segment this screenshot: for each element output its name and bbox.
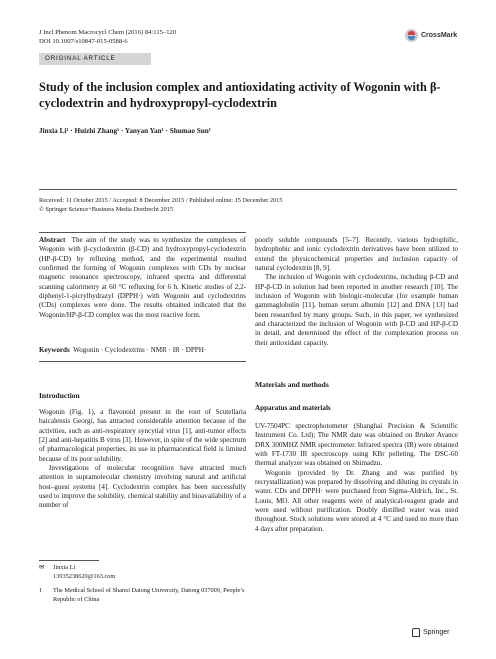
abstract-top-rule [39, 232, 246, 233]
dates-line: Received: 11 October 2015 / Accepted: 8 December 2015 / Published online: 15 December 2015 [39, 197, 283, 204]
methods-paragraph-1: UV-7504PC spectrophotometer (Shanghai Precision & Scientific Instrument Co. Ltd); The NMR date was obtained on Bruker Avance DRX 300MHZ NMR spectrometer. Infrared spectra (IR) were obtained with FT-1730 IR spectroscopy using KBr pelleting. The DSC-60 thermal analyzer was obtained on Shimadzu. [255, 422, 458, 468]
publisher-name: Springer [423, 629, 450, 636]
intro-paragraph-1: Wogonin (Fig. 1), a flavonoid present in the root of Scutellaria baicalensis Georgi, has attracted considerable attention because of the activities, such as anti-respiratory syncytial virus [1], anti-tumor effects [2] and anti-hepatitis B virus [3]. However, in spite of the wide spectrum of pharmacological properties, its use in pharmaceutical field is limited because of its poor solubility. [39, 408, 246, 463]
right-paragraph-1: poorly soluble compounds [5–7]. Recently, various hydrophilic, hydrophobic and ionic cyclodextrin derivatives have been utilized to extend the physicochemical properties and inclusion capacity of natural cyclodextrin [8, 9]. [255, 236, 458, 273]
divider [39, 189, 457, 190]
journal-info [39, 28, 176, 46]
footnotes [39, 564, 246, 604]
methods-body [255, 422, 458, 534]
article-title: Study of the inclusion complex and antioxidating activity of Wogonin with β-cyclodextrin and hydroxypropyl-cyclodextrin [39, 80, 441, 110]
crossmark-label: CrossMark [421, 32, 458, 39]
journal-citation: J Incl Phenom Macrocycl Chem (2016) 84:115–120 [39, 29, 177, 36]
affiliation: The Medical School of Shanxi Datong University, Datong 037009, People’s Republic of China [53, 587, 245, 603]
affiliation-number: 1 [39, 587, 43, 594]
envelope-icon: ✉ [39, 564, 45, 571]
abstract-text: The aim of the study was to synthesize the complexes of Wogonin with β-cyclodextrin (β-CD) and hydroxypropyl-cyclodextrin (HP-β-CD) by refluxing method, and the experimental resulted confirmed the forming of Wogonin complexes with CDs by nuclear magnetic resonance spectroscopy, infrared spectra and differential scanning calorimetry at 60 °C refluxing for 6 h. Kinetic studies of 2,2-diphenyl-1-picrylhydrazyl (DPPH·) with Wogonin and cyclodextrins (CDs) complexes were done. The results obtained indicated that the Wogonin/HP-β-CD complex was the most reactive form. [39, 236, 247, 319]
methods-heading: Materials and methods [255, 380, 329, 389]
intro-body [39, 408, 246, 511]
publication-dates [39, 197, 283, 214]
springer-horse-icon [412, 628, 420, 637]
methods-heading-wrap [255, 380, 458, 389]
publisher-logo [412, 628, 449, 637]
intro-heading: Introduction [39, 391, 80, 400]
abstract [39, 236, 246, 320]
apparatus-heading: Apparatus and materials [255, 404, 331, 412]
methods-paragraph-2: Wogonin (provided by Dr. Zhang and was purified by recrystallization) was prepared by dissolving and diluting its crystals in water. CDs and DPPH· were purchased from Sigma-Aldrich, Inc., St. Louis, MO. All other reagents were of analytical-reagent grade and were used without purification. Doubly distilled water was used throughout. Stock solutions were stored at 4 °C and used no more than 4 days after preparation. [255, 468, 458, 533]
intro-paragraph-2: Investigations of molecular recognition have attracted much attention in supramolecular chemistry involving natural and artificial host–guest systems [4]. Cyclodextrin complex has been successfully used to improve the solubility, chemical stability and bioavailability of a number of [39, 464, 246, 510]
crossmark-badge[interactable] [405, 29, 457, 42]
footnote-rule [39, 560, 99, 561]
abstract-label: Abstract [39, 236, 66, 244]
crossmark-icon [405, 29, 418, 42]
keywords-text: Wogonin · Cyclodextrins · NMR · IR · DPPH· [73, 346, 207, 354]
authors: Jinxia Li¹ · Huizhi Zhang¹ · Yanyan Yan¹ · Shumao Sun¹ [39, 127, 211, 135]
right-column-body [255, 236, 458, 348]
doi[interactable]: DOI 10.1007/s10847-015-0588-6 [39, 38, 128, 45]
apparatus-heading-wrap [255, 404, 458, 412]
keywords-label: Keywords [39, 346, 70, 354]
keywords [39, 346, 246, 355]
copyright: © Springer Science+Business Media Dordrecht 2015 [39, 205, 174, 213]
keywords-bottom-rule [39, 361, 246, 362]
right-paragraph-2: The inclusion of Wogonin with cyclodextrins, including β-CD and HP-β-CD in solution had been reported in another research [10]. The inclusion of Wogonin with biologic-molecular (for example human gammaglobulin [11], human serum albumin [12] and DNA [13] had been researched by many groups. Such, in this paper, we synthesized and characterized the inclusion of Wogonin with β-CD and HP-β-CD in detail, and determined the effect of the complexation process on their antioxidant capacity. [255, 273, 458, 347]
intro-heading-wrap [39, 391, 246, 400]
contact-email[interactable]: 13935238620@163.com [53, 572, 116, 580]
contact-name: Jinxia Li [53, 564, 76, 571]
article-type-banner: ORIGINAL ARTICLE [39, 53, 151, 65]
